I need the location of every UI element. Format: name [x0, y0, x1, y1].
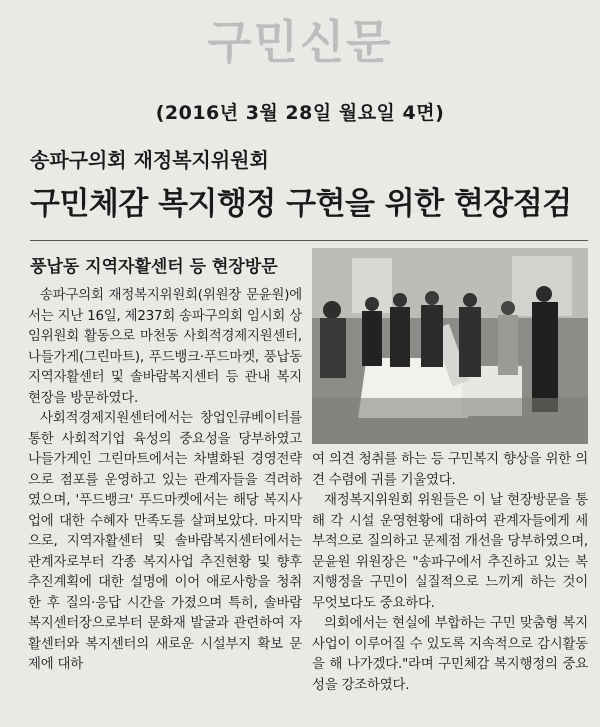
- photo-icon: [312, 248, 588, 444]
- masthead: [0, 0, 600, 78]
- kicker: 송파구의회 재정복지위원회: [30, 148, 269, 172]
- article-column-left: [28, 286, 302, 676]
- paragraph: 의회에서는 현실에 부합하는 구민 맞춤형 복지사업이 이루어질 수 있도록 지속적으로 감시활동을 해 나가겠다."라며 구민체감 복지행정의 중요성을 강조하였다.: [312, 616, 588, 693]
- paragraph: 송파구의회 재정복지위원회(위원장 문윤원)에서는 지난 16일, 제237회 송파구의회 임시회 상임위원회 활동으로 마천동 사회적경제지원센터, 나들가게(그린마트), 푸드뱅크·푸드마켓, 풍납동 지역자활센터 및 솔바람복지센터 등 관내 복지현장을 방문하였다.: [28, 288, 302, 406]
- subhead: 풍납동 지역자활센터 등 현장방문: [30, 257, 278, 277]
- dateline: (2016년 3월 28일 월요일 4면): [155, 102, 445, 124]
- paragraph: 사회적경제지원센터에서는 창업인큐베이터를 통한 사회적기업 육성의 중요성을 당부하였고 나들가게인 그린마트에서는 차별화된 경영전략으로 점포를 운영하고 있는 관계자들을 격려하였으며, '푸드뱅크' 푸드마켓에서는 해당 복지사업에 대한 수혜자 만족도를 살펴보았다. 마지막으로, 지역자활센터 및 솔바람복지센터에서는 관계자로부터 각종 복지사업 추진현황 및 향후 추진계획에 대한 설명에 이어 애로사항을 청취한 후 질의·응답 시간을 가졌으며 특히, 솔바람복지센터장으로부터 문화재 발굴과 관련하여 자활센터와 복지센터의 새로운 시설부지 확보 문제에 대하: [28, 411, 302, 672]
- masthead-title: 구민신문: [207, 15, 393, 69]
- article-column-right: [312, 450, 588, 696]
- paragraph: 재정복지위원회 위원들은 이 날 현장방문을 통해 각 시설 운영현황에 대하여 관계자들에게 세부적으로 질의하고 문제점 개선을 당부하였으며, 문윤원 위원장은 "송파구에서 추진하고 있는 복지행정을 구민이 실질적으로 느끼게 하는 것이 무엇보다도 중요하다.: [312, 493, 588, 611]
- headline-rule: [30, 240, 588, 241]
- paragraph: 여 의견 청취를 하는 등 구민복지 향상을 위한 의견 수렴에 귀를 기울였다.: [312, 452, 588, 488]
- article-photo: [312, 248, 588, 444]
- headline: 구민체감 복지행정 구현을 위한 현장점검: [30, 186, 572, 222]
